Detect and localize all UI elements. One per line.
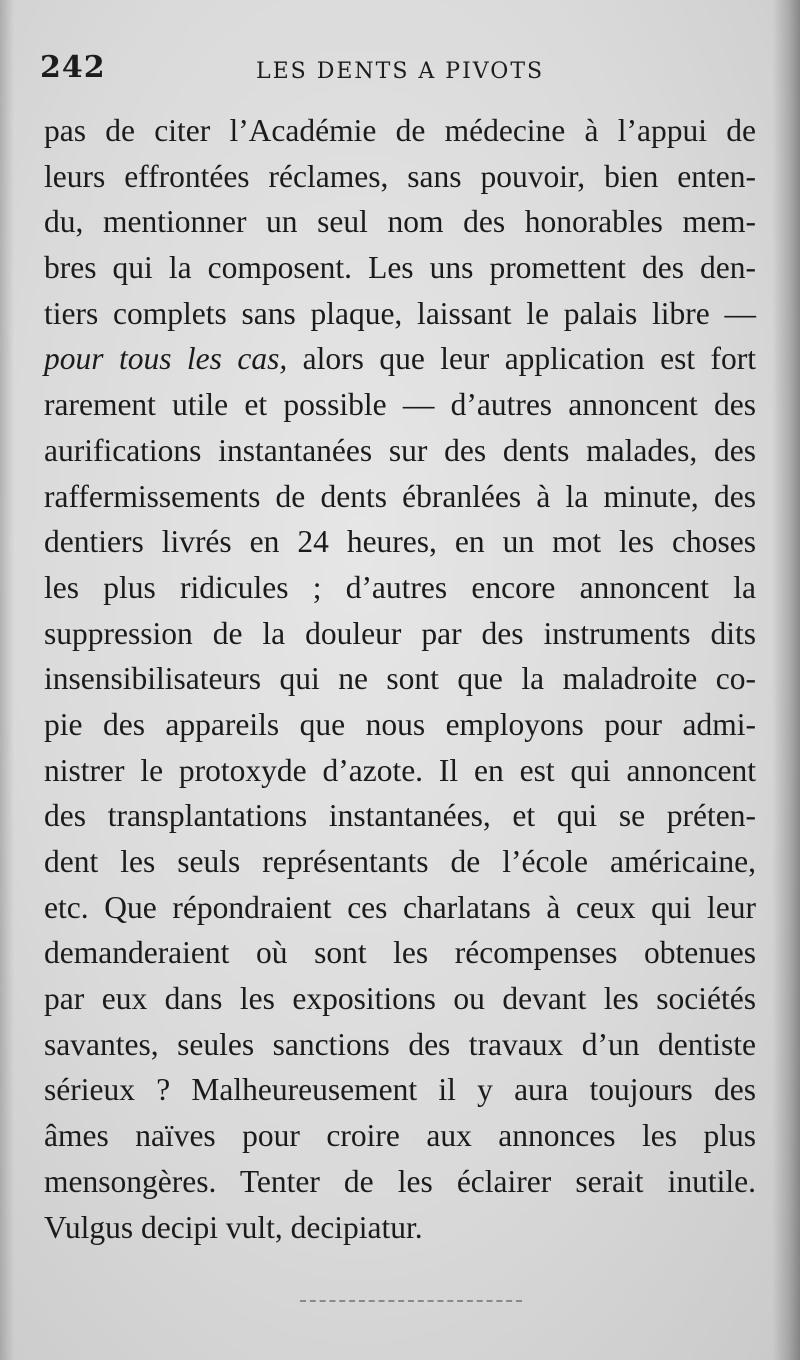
body-text: [44, 108, 756, 1250]
text-line: etc. Que répondraient ces charlatans à ceux qui leur: [44, 889, 756, 925]
text-line: aurifications instantanées sur des dents malades, des: [44, 432, 756, 468]
running-title: LES DENTS A PIVOTS: [256, 59, 545, 84]
text-line: demanderaient où sont les récompenses obtenues: [44, 935, 756, 971]
text-line: bres qui la composent. Les uns promettent des den-: [44, 250, 756, 286]
text-line: par eux dans les expositions ou devant les sociétés: [44, 981, 756, 1017]
text-line: pie des appareils que nous employons pour admi-: [44, 706, 756, 742]
text-line: tiers complets sans plaque, laissant le palais libre —: [44, 295, 756, 331]
text-line: du, mentionner un seul nom des honorables mem-: [44, 204, 756, 240]
text-line: savantes, seules sanctions des travaux d’un dentiste: [44, 1026, 756, 1062]
text-line: insensibilisateurs qui ne sont que la maladroite co-: [44, 661, 756, 697]
italic-phrase: pour tous les cas,: [44, 341, 288, 377]
text-line: leurs effrontées réclames, sans pouvoir, bien enten-: [44, 158, 756, 194]
text-line: dent les seuls représentants de l’école américaine,: [44, 844, 756, 879]
latin-closing-line: Vulgus decipi vult, decipiatur.: [44, 1209, 423, 1245]
text-line: suppression de la douleur par des instruments dits: [44, 615, 756, 651]
page-edge-shadow: [0, 0, 14, 1360]
page-header: [40, 50, 740, 90]
text-line: dentiers livrés en 24 heures, en un mot les choses: [44, 524, 756, 560]
spine-shadow: [772, 0, 800, 1360]
text-line: raffermissements de dents ébranlées à la minute, des: [44, 478, 756, 514]
text-line: des transplantations instantanées, et qui se préten-: [44, 798, 756, 834]
text-line: [44, 336, 756, 382]
text-line: mensongères. Tenter de les éclairer serait inutile.: [44, 1163, 756, 1199]
text-line: rarement utile et possible — d’autres annoncent des: [44, 387, 756, 423]
text-line: pas de citer l’Académie de médecine à l’appui de: [44, 113, 756, 148]
text-fragment: alors que leur application est fort: [287, 341, 757, 377]
end-rule: [300, 1300, 522, 1306]
text-line: les plus ridicules ; d’autres encore annoncent la: [44, 569, 756, 605]
text-line: âmes naïves pour croire aux annonces les plus: [44, 1118, 756, 1154]
text-line: nistrer le protoxyde d’azote. Il en est qui annoncent: [44, 752, 756, 788]
page-number: 242: [40, 50, 106, 85]
text-line: sérieux ? Malheureusement il y aura toujours des: [44, 1072, 756, 1108]
